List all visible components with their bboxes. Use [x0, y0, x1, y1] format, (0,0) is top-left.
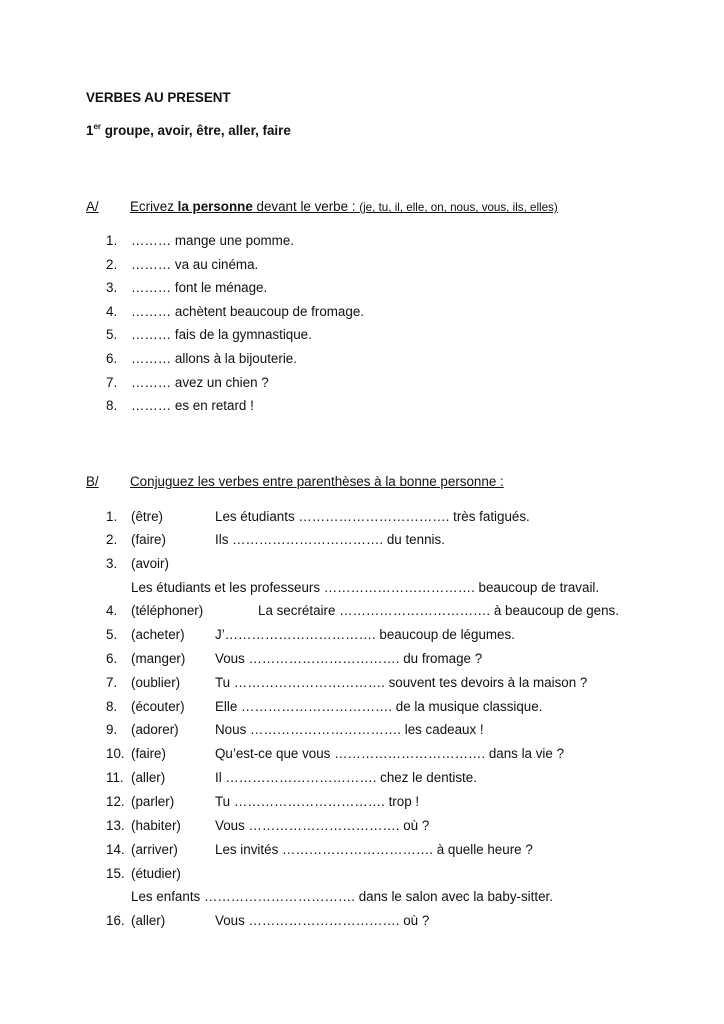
list-item-number: 9.	[106, 722, 118, 737]
list-item-text: ……… mange une pomme.	[131, 233, 294, 248]
list-item-text: Ils ……………………………. du tennis.	[215, 532, 445, 547]
list-item-number: 14.	[106, 842, 125, 857]
page-subtitle	[86, 123, 291, 138]
list-item-text: La secrétaire ……………………………. à beaucoup de gens.	[258, 603, 619, 618]
list-item-text: ……… fais de la gymnastique.	[131, 327, 312, 343]
list-item-verb: (faire)	[131, 746, 166, 761]
list-item-number: 13.	[106, 818, 125, 833]
section-a-instruction-start: Ecrivez	[130, 199, 178, 214]
list-item-text: Vous ……………………………. où ?	[215, 818, 430, 833]
list-item-number: 2.	[106, 256, 118, 272]
section-b-instruction: Conjuguez les verbes entre parenthèses à la bonne personne :	[130, 474, 504, 489]
list-item-verb: (manger)	[131, 651, 186, 666]
section-a-label: A/	[86, 199, 99, 214]
list-item-number: 6.	[106, 351, 118, 366]
list-item-verb: (aller)	[131, 770, 166, 785]
list-item-verb: (faire)	[131, 532, 166, 547]
list-item-text: ……… va au cinéma.	[131, 256, 259, 272]
list-item-text: Les enfants ……………………………. dans le salon avec la baby-sitter.	[131, 889, 553, 904]
list-item-text: Tu ……………………………. trop !	[215, 794, 420, 809]
list-item-number: 15.	[106, 866, 125, 881]
subtitle-text: groupe, avoir, être, aller, faire	[101, 123, 291, 138]
section-a-instruction-middle: devant le verbe :	[252, 199, 360, 214]
list-item-text: ……… es en retard !	[131, 398, 254, 414]
list-item-number: 6.	[106, 651, 118, 666]
list-item-text: Les invités ……………………………. à quelle heure ?	[215, 842, 533, 857]
page-title: VERBES AU PRESENT	[86, 90, 231, 105]
list-item-text: Les étudiants et les professeurs ……………………………. beaucoup de travail.	[131, 580, 600, 595]
section-a-instruction	[130, 199, 558, 214]
list-item-text: Il ……………………………. chez le dentiste.	[215, 770, 477, 785]
subtitle-number: 1	[86, 123, 94, 138]
list-item-verb: (acheter)	[131, 627, 185, 642]
list-item-number: 3.	[106, 556, 118, 571]
list-item-text: Elle ……………………………. de la musique classique.	[215, 699, 543, 714]
list-item-number: 8.	[106, 699, 118, 714]
list-item-number: 2.	[106, 532, 118, 547]
list-item-verb: (oublier)	[131, 675, 181, 690]
list-item-verb: (arriver)	[131, 842, 178, 857]
section-b-label: B/	[86, 474, 99, 489]
list-item-text: Vous ……………………………. du fromage ?	[215, 651, 483, 666]
list-item-number: 11.	[106, 770, 124, 785]
list-item-text: J’……………………………. beaucoup de légumes.	[215, 627, 515, 642]
list-item-verb: (adorer)	[131, 722, 179, 737]
list-item-text: Les étudiants ……………………………. très fatigués.	[215, 509, 530, 524]
list-item-number: 5.	[106, 327, 118, 343]
list-item-number: 1.	[106, 509, 118, 524]
list-item-verb: (être)	[131, 509, 163, 524]
list-item-text: ……… allons à la bijouterie.	[131, 351, 297, 366]
list-item-verb: (parler)	[131, 794, 175, 809]
list-item-verb: (téléphoner)	[131, 603, 204, 618]
list-item-text: ……… avez un chien ?	[131, 374, 269, 390]
list-item-verb: (étudier)	[131, 866, 181, 881]
list-item-text: Qu’est-ce que vous ……………………………. dans la vie ?	[215, 746, 565, 761]
list-item-text: Nous ……………………………. les cadeaux !	[215, 722, 484, 737]
list-item-verb: (avoir)	[131, 556, 169, 571]
list-item-verb: (habiter)	[131, 818, 181, 833]
list-item-number: 16.	[106, 913, 125, 928]
list-item-number: 8.	[106, 398, 118, 414]
list-item-number: 12.	[106, 794, 125, 809]
section-a-instruction-hint: (je, tu, il, elle, on, nous, vous, ils, elles)	[359, 201, 558, 214]
list-item-number: 5.	[106, 627, 118, 642]
list-item-number: 1.	[106, 233, 118, 248]
list-item-number: 4.	[106, 303, 118, 319]
subtitle-superscript: er	[93, 121, 102, 131]
list-item-text: Vous ……………………………. où ?	[215, 913, 430, 928]
list-item-number: 7.	[106, 675, 118, 690]
list-item-verb: (aller)	[131, 913, 166, 928]
list-item-text: Tu ……………………………. souvent tes devoirs à la maison ?	[215, 675, 588, 690]
list-item-text: ……… achètent beaucoup de fromage.	[131, 303, 364, 319]
section-a-instruction-bold: la personne	[177, 199, 253, 214]
list-item-number: 3.	[106, 280, 118, 296]
list-item-verb: (écouter)	[131, 699, 185, 714]
list-item-text: ……… font le ménage.	[131, 280, 268, 296]
list-item-number: 7.	[106, 374, 118, 390]
list-item-number: 4.	[106, 603, 118, 618]
list-item-number: 10.	[106, 746, 125, 761]
